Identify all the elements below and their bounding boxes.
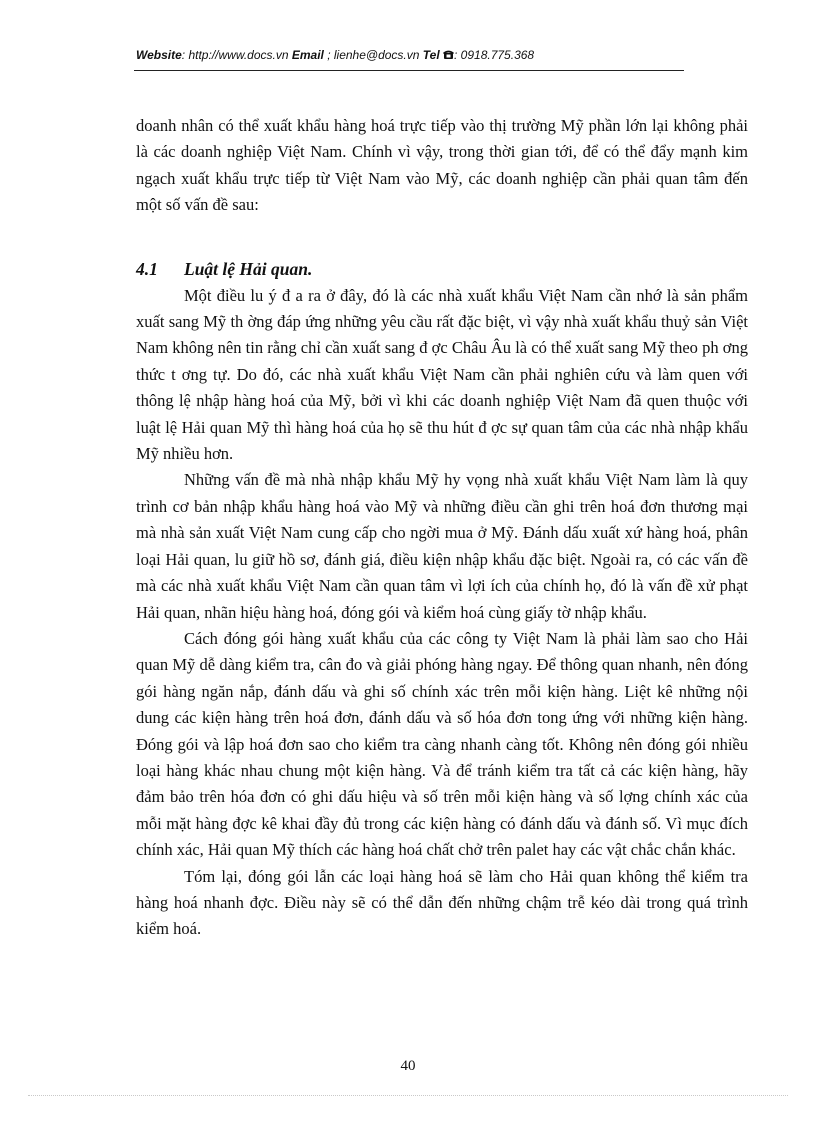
email-address[interactable]: ; lienhe@docs.vn — [323, 48, 423, 62]
page-number: 40 — [400, 1058, 416, 1074]
body-paragraph-3: Cách đóng gói hàng xuất khẩu của các công ty Việt Nam là phải làm sao cho Hải quan Mỹ dễ dàng kiểm tra, cân đo và giải phóng hàng ngay. Để thông quan nhanh, nên đóng gói hàng ngăn nắp, đánh dấu và ghi số chính xác trên mỗi kiện hàng. Liệt kê những nội dung các kiện hàng trên hoá đơn, đánh dấu và số hóa đơn tong ứng với những kiện hàng. Đóng gói và lập hoá đơn sao cho kiểm tra càng nhanh càng tốt. Không nên đóng gói nhiều loại hàng khác nhau chung một kiện hàng. Và để tránh kiểm tra tất cả các kiện hàng, hãy đảm bảo trên hóa đơn có ghi dấu hiệu và số trên mỗi kiện hàng và số lợng chính xác của mỗi mặt hàng đợc kê khai đầy đủ trong các kiện hàng có đánh dấu và đánh số. Vì mục đích chính xác, Hải quan Mỹ thích các hàng hoá chất chở trên palet hay các vật chắc chắn khác. — [136, 628, 748, 860]
website-label: Website — [136, 48, 182, 62]
body-paragraph-2: Những vấn đề mà nhà nhập khẩu Mỹ hy vọng nhà xuất khẩu Việt Nam làm là quy trình cơ bản nhập khẩu hàng hoá vào Mỹ và những điều cần ghi trên hoá đơn thương mại mà nhà sản xuất Việt Nam cung cấp cho ngời mua ở Mỹ. Đánh dấu xuất xứ hàng hoá, phân loại Hải quan, lu giữ hồ sơ, đánh giá, điều kiện nhập khẩu đặc biệt. Ngoài ra, có các vấn đề mà các nhà xuất khẩu Việt Nam cần quan tâm vì lợi ích của chính họ, đó là vấn đề xử phạt Hải quan, nhãn hiệu hàng hoá, đóng gói và kiểm hoá cùng giấy tờ nhập khẩu. — [136, 470, 748, 622]
phone-icon — [443, 48, 454, 62]
body-paragraph-1: Một điều lu ý đ a ra ở đây, đó là các nhà xuất khẩu Việt Nam cần nhớ là sản phẩm xuất sang Mỹ th ờng đáp ứng những yêu cầu rất đặc biệt, vì vậy nhà xuất khẩu thuỷ sản Việt Nam không nên tin rằng chỉ cần xuất sang đ ợc Châu Âu là có thể xuất sang Mỹ theo ph ơng thức t ơng tự. Do đó, các nhà xuất khẩu Việt Nam cần phải nghiên cứu và làm quen với thông lệ nhập hàng hoá của Mỹ, bởi vì khi các doanh nghiệp Việt Nam đã quen thuộc với luật lệ Hải quan Mỹ thì hàng hoá của họ sẽ thu hút đ ợc sự quan tâm của các nhà nhập khẩu Mỹ nhiều hơn. — [136, 285, 748, 464]
tel-number: : 0918.775.368 — [454, 48, 535, 62]
intro-paragraph: doanh nhân có thể xuất khẩu hàng hoá trực tiếp vào thị trường Mỹ phần lớn lại không phải là các doanh nghiệp Việt Nam. Chính vì vậy, trong thời gian tới, để có thể đẩy mạnh kim ngạch xuất khẩu trực tiếp từ Việt Nam vào Mỹ, các doanh nghiệp cần phải quan tâm đến một số vấn đề sau: — [136, 116, 748, 215]
email-label: Email — [291, 48, 324, 62]
body-paragraph-4: Tóm lại, đóng gói lẫn các loại hàng hoá sẽ làm cho Hải quan không thể kiểm tra hàng hoá nhanh đợc. Điều này sẽ có thể dẫn đến những chậm trễ kéo dài trong quá trình kiểm hoá. — [136, 866, 748, 939]
header-divider — [134, 70, 684, 71]
section-number: 4.1 — [136, 258, 158, 279]
page-body — [136, 113, 748, 943]
tel-label: Tel — [422, 48, 440, 62]
footer-divider — [28, 1095, 788, 1096]
page-header — [136, 48, 684, 68]
section-title: Luật lệ Hải quan. — [184, 258, 313, 279]
section-heading — [136, 255, 748, 283]
website-url[interactable]: : http://www.docs.vn — [181, 48, 292, 62]
